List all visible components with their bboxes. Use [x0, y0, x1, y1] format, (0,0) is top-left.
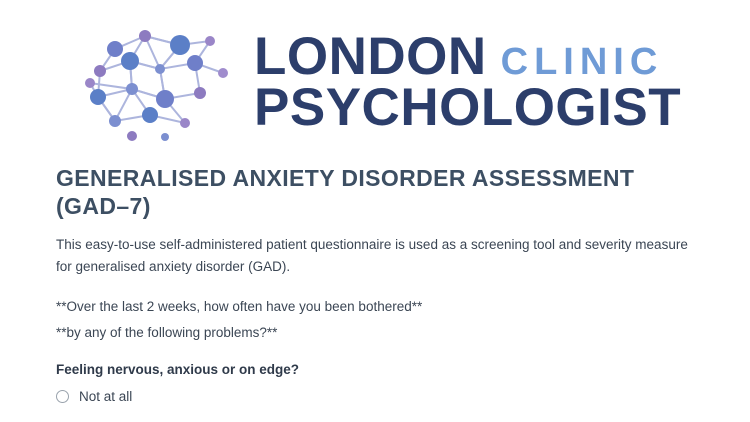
question-1-text: Feeling nervous, anxious or on edge?: [56, 361, 300, 377]
option-label: Not at all: [79, 388, 133, 404]
prompt-line-1: **Over the last 2 weeks, how often have you been bothered**: [56, 298, 423, 314]
questionnaire-body: [0, 150, 750, 404]
prompt-line-2: **by any of the following problems?**: [56, 324, 278, 340]
question-1-option-1[interactable]: [56, 389, 694, 404]
logo-wordmark: [254, 27, 682, 137]
logo-word-psychologist: PSYCHOLOGIST: [254, 78, 682, 137]
intro-paragraph: This easy-to-use self-administered patient questionnaire is used as a screening tool and severity measure for generalised anxiety disorder (GAD).: [56, 237, 688, 274]
clinic-logo: [0, 0, 750, 150]
brain-network-icon: [60, 11, 250, 151]
page-title: GENERALISED ANXIETY DISORDER ASSESSMENT (GAD–7): [56, 165, 635, 220]
radio-button-icon[interactable]: [56, 390, 69, 403]
logo-word-london: LONDON: [254, 27, 487, 87]
logo-word-clinic: CLINIC: [500, 41, 664, 84]
